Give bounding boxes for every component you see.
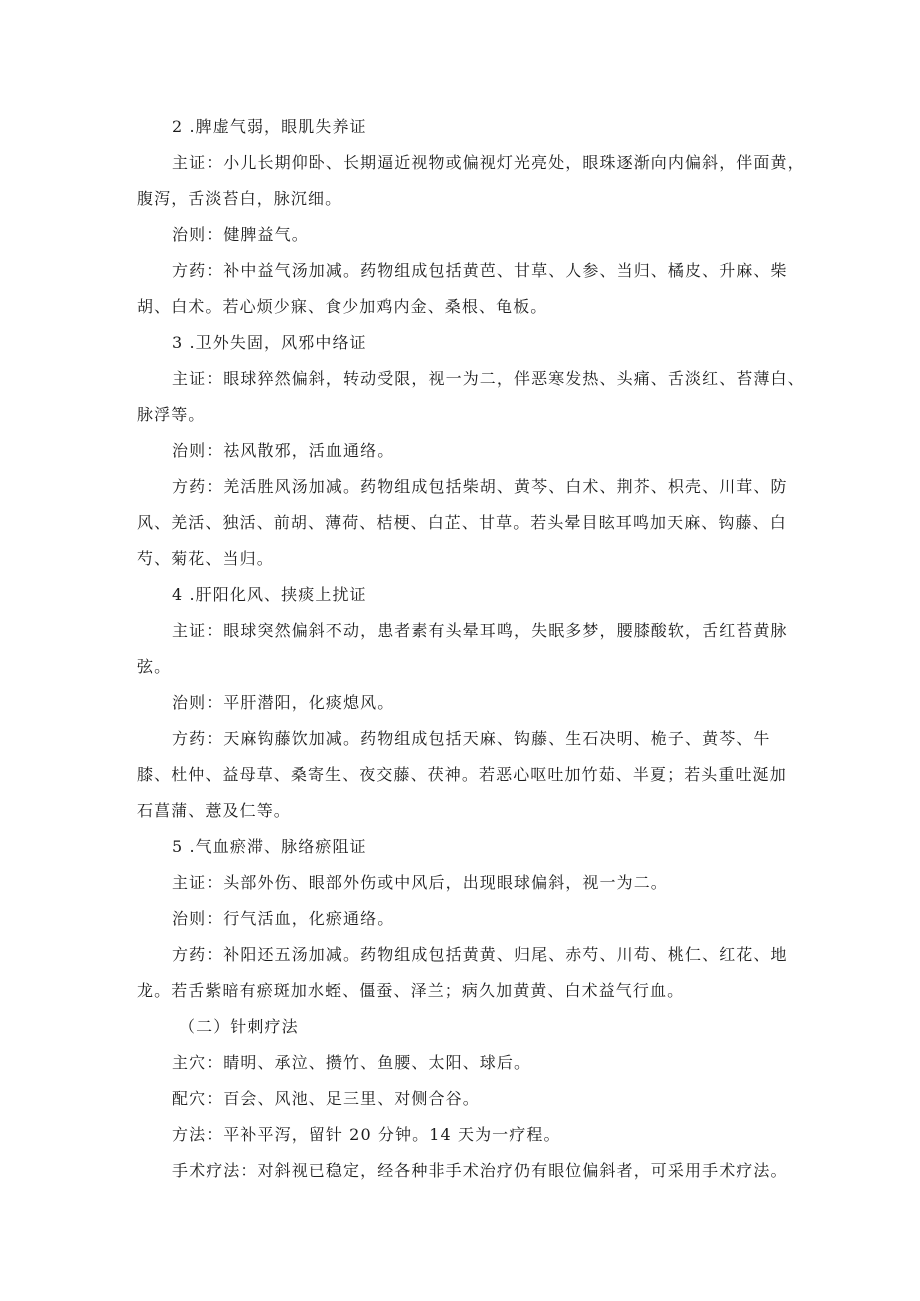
section-heading: 5 .气血瘀滞、脉络瘀阻证	[172, 837, 367, 856]
prescription-paragraph	[137, 721, 817, 829]
secondary-acupoints: 配穴：百会、风池、足三里、对侧合谷。	[172, 1089, 480, 1108]
document-body	[137, 109, 817, 1189]
prescription-paragraph	[137, 253, 817, 325]
acupuncture-method: 方法：平补平泻，留针 20 分钟。14 天为一疗程。	[172, 1125, 561, 1144]
paragraph-line: 方药：补阳还五汤加减。药物组成包括黄黄、归尾、赤芍、川苟、桃仁、红花、地	[172, 945, 788, 964]
paragraph-line: 方药：补中益气汤加减。药物组成包括黄芭、甘草、人参、当归、橘皮、升麻、柴	[172, 261, 788, 280]
main-symptoms-paragraph	[137, 865, 817, 901]
treatment-principle: 治则：健脾益气。	[172, 225, 309, 244]
section-heading: 4 .肝阳化风、挟痰上扰证	[172, 585, 367, 604]
treatment-principle: 治则：行气活血，化瘀通络。	[172, 909, 395, 928]
paragraph-line: 主证：小儿长期仰卧、长期逼近视物或偏视灯光亮处，眼珠逐渐向内偏斜，伴面黄，	[172, 153, 805, 172]
paragraph-line: 膝、杜仲、益母草、桑寄生、夜交藤、茯神。若恶心呕吐加竹茹、半夏；若头重吐涎加	[137, 765, 787, 784]
paragraph-line: 主证：眼球猝然偏斜，转动受限，视一为二，伴恶寒发热、头痛、舌淡红、苔薄白、	[172, 369, 805, 388]
syndrome-section-wind-evil	[137, 325, 817, 577]
paragraph-line: 胡、白术。若心烦少寐、食少加鸡内金、桑根、龟板。	[137, 297, 548, 316]
main-symptoms-paragraph	[137, 613, 817, 685]
syndrome-section-liver-yang	[137, 577, 817, 829]
paragraph-line: 芍、菊花、当归。	[137, 549, 274, 568]
paragraph-line: 腹泻，舌淡苔白，脉沉细。	[137, 189, 343, 208]
paragraph-line: 弦。	[137, 657, 172, 676]
main-acupoints: 主穴：睛明、承泣、攒竹、鱼腰、太阳、球后。	[172, 1053, 532, 1072]
surgery-paragraph: 手术疗法：对斜视已稳定，经各种非手术治疗仍有眼位偏斜者，可采用手术疗法。	[172, 1161, 788, 1180]
syndrome-section-blood-stasis	[137, 829, 817, 1009]
treatment-principle: 治则：祛风散邪，活血通络。	[172, 441, 395, 460]
paragraph-line: 脉浮等。	[137, 405, 206, 424]
section-heading: 3 .卫外失固，风邪中络证	[172, 333, 367, 352]
prescription-paragraph	[137, 469, 817, 577]
paragraph-line: 方药：天麻钩藤饮加减。药物组成包括天麻、钩藤、生石决明、桅子、黄芩、牛	[172, 729, 771, 748]
paragraph-line: 风、羌活、独活、前胡、薄荷、桔梗、白芷、甘草。若头晕目眩耳鸣加天麻、钩藤、白	[137, 513, 787, 532]
treatment-principle: 治则：平肝潜阳，化痰熄风。	[172, 693, 395, 712]
paragraph-line: 主证：头部外伤、眼部外伤或中风后，出现眼球偏斜，视一为二。	[172, 873, 668, 892]
main-symptoms-paragraph	[137, 145, 817, 217]
prescription-paragraph	[137, 937, 817, 1009]
paragraph-line: 主证：眼球突然偏斜不动，患者素有头晕耳鸣，失眠多梦，腰膝酸软，舌红苔黄脉	[172, 621, 788, 640]
paragraph-line: 龙。若舌紫暗有瘀斑加水蛭、僵蚕、泽兰；病久加黄黄、白术益气行血。	[137, 981, 685, 1000]
main-symptoms-paragraph	[137, 361, 817, 433]
syndrome-section-spleen-deficiency	[137, 109, 817, 325]
section-heading: 2 .脾虚气弱，眼肌失养证	[172, 117, 367, 136]
acupuncture-section	[137, 1009, 817, 1153]
subsection-heading: （二）针刺疗法	[179, 1017, 299, 1036]
paragraph-line: 石菖蒲、薏及仁等。	[137, 801, 291, 820]
paragraph-line: 方药：羌活胜风汤加减。药物组成包括柴胡、黄芩、白术、荆芥、枳壳、川茸、防	[172, 477, 788, 496]
